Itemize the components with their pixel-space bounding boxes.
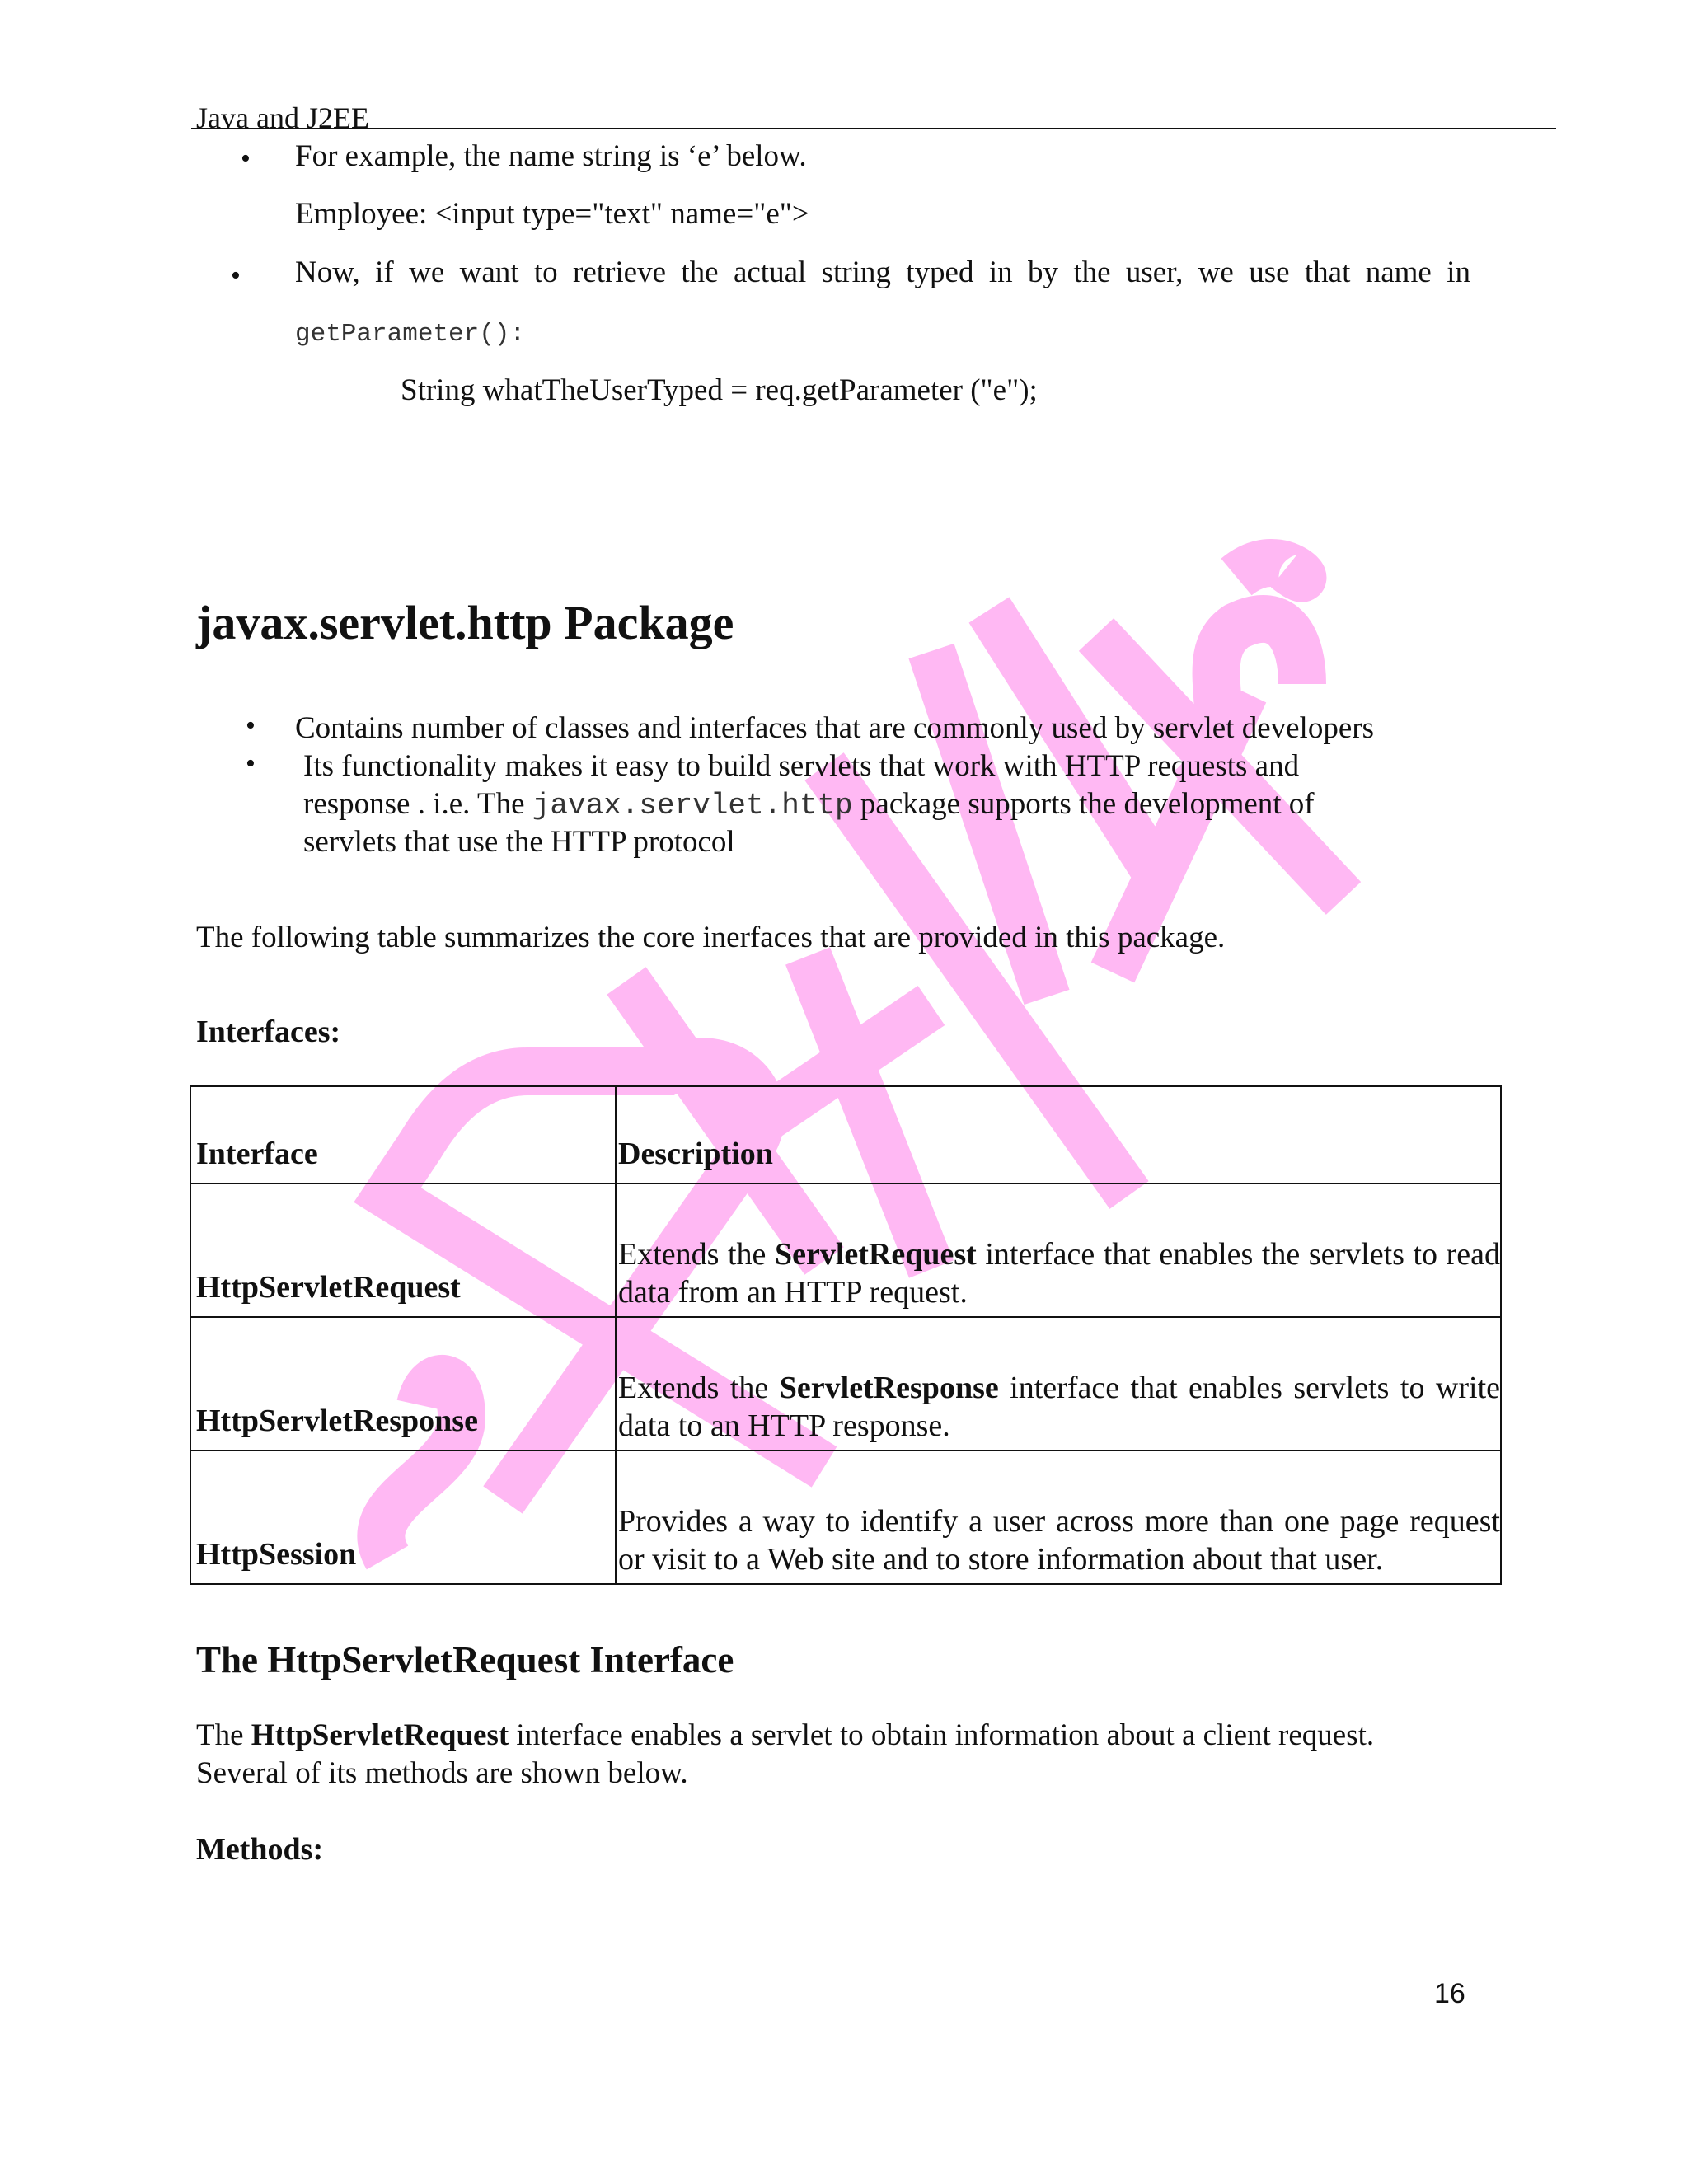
- table-row: [190, 1317, 1501, 1451]
- intro-bullet-1: For example, the name string is ‘e’ below.: [295, 139, 807, 173]
- subsection-heading: The HttpServletRequest Interface: [196, 1639, 734, 1680]
- interface-name: HttpServletRequest: [190, 1183, 616, 1317]
- section-bullet-2-line-1: Its functionality makes it easy to build servlets that work with HTTP requests and: [303, 749, 1300, 783]
- interface-description: Extends the ServletResponse interface that enables servlets to write data to an HTTP response.: [616, 1317, 1501, 1451]
- interface-name: HttpSession: [190, 1451, 616, 1584]
- interfaces-table: [190, 1085, 1502, 1585]
- intro-bullet-2: Now, if we want to retrieve the actual string typed in by the user, we use that name in: [295, 255, 1470, 289]
- section-bullet-2-line-3: servlets that use the HTTP protocol: [303, 825, 735, 859]
- page-number: 16: [1434, 1978, 1465, 2009]
- methods-label: Methods:: [196, 1832, 324, 1867]
- bullet-dot: •: [241, 143, 251, 174]
- subsection-paragraph-line-1: The HttpServletRequest interface enables a servlet to obtain information about a client request.: [196, 1718, 1375, 1752]
- bullet-dot: •: [231, 260, 241, 291]
- description-bold-term: ServletRequest: [774, 1237, 977, 1272]
- subsection-paragraph-line-2: Several of its methods are shown below.: [196, 1756, 688, 1790]
- interface-name: HttpServletResponse: [190, 1317, 616, 1451]
- interface-description: Provides a way to identify a user across more than one page request or visit to a Web site and to store information about that user.: [616, 1451, 1501, 1584]
- table-summary-text: The following table summarizes the core inerfaces that are provided in this package.: [196, 921, 1226, 954]
- bullet-dot: •: [246, 748, 256, 779]
- section-bullet-2-line-2: [303, 785, 1315, 825]
- header-description: Description: [616, 1086, 1501, 1183]
- header-interface: Interface: [190, 1086, 616, 1183]
- interfaces-label: Interfaces:: [196, 1015, 341, 1049]
- running-header-title: Java and J2EE: [196, 101, 369, 134]
- package-name-code: javax.servlet.http: [532, 789, 853, 823]
- section-bullet-2-pre: response . i.e. The: [303, 787, 532, 821]
- table-row: [190, 1451, 1501, 1584]
- description-bold-term: ServletResponse: [779, 1371, 999, 1405]
- table-header-row: [190, 1086, 1501, 1183]
- intro-example-line: Employee: <input type="text" name="e">: [295, 197, 809, 231]
- paragraph-bold-term: HttpServletRequest: [251, 1718, 509, 1752]
- header-rule: [191, 128, 1556, 129]
- interface-description: Extends the ServletRequest interface that enables the servlets to read data from an HTTP request.: [616, 1183, 1501, 1317]
- bullet-dot: •: [246, 710, 256, 741]
- section-bullet-1: Contains number of classes and interfaces that are commonly used by servlet developers: [295, 711, 1374, 745]
- section-heading: javax.servlet.http Package: [196, 596, 734, 649]
- table-row: [190, 1183, 1501, 1317]
- intro-method-code: getParameter():: [295, 320, 526, 349]
- section-bullet-2-post: package supports the development of: [852, 787, 1315, 821]
- intro-code-line: String whatTheUserTyped = req.getParameter ("e");: [401, 373, 1038, 407]
